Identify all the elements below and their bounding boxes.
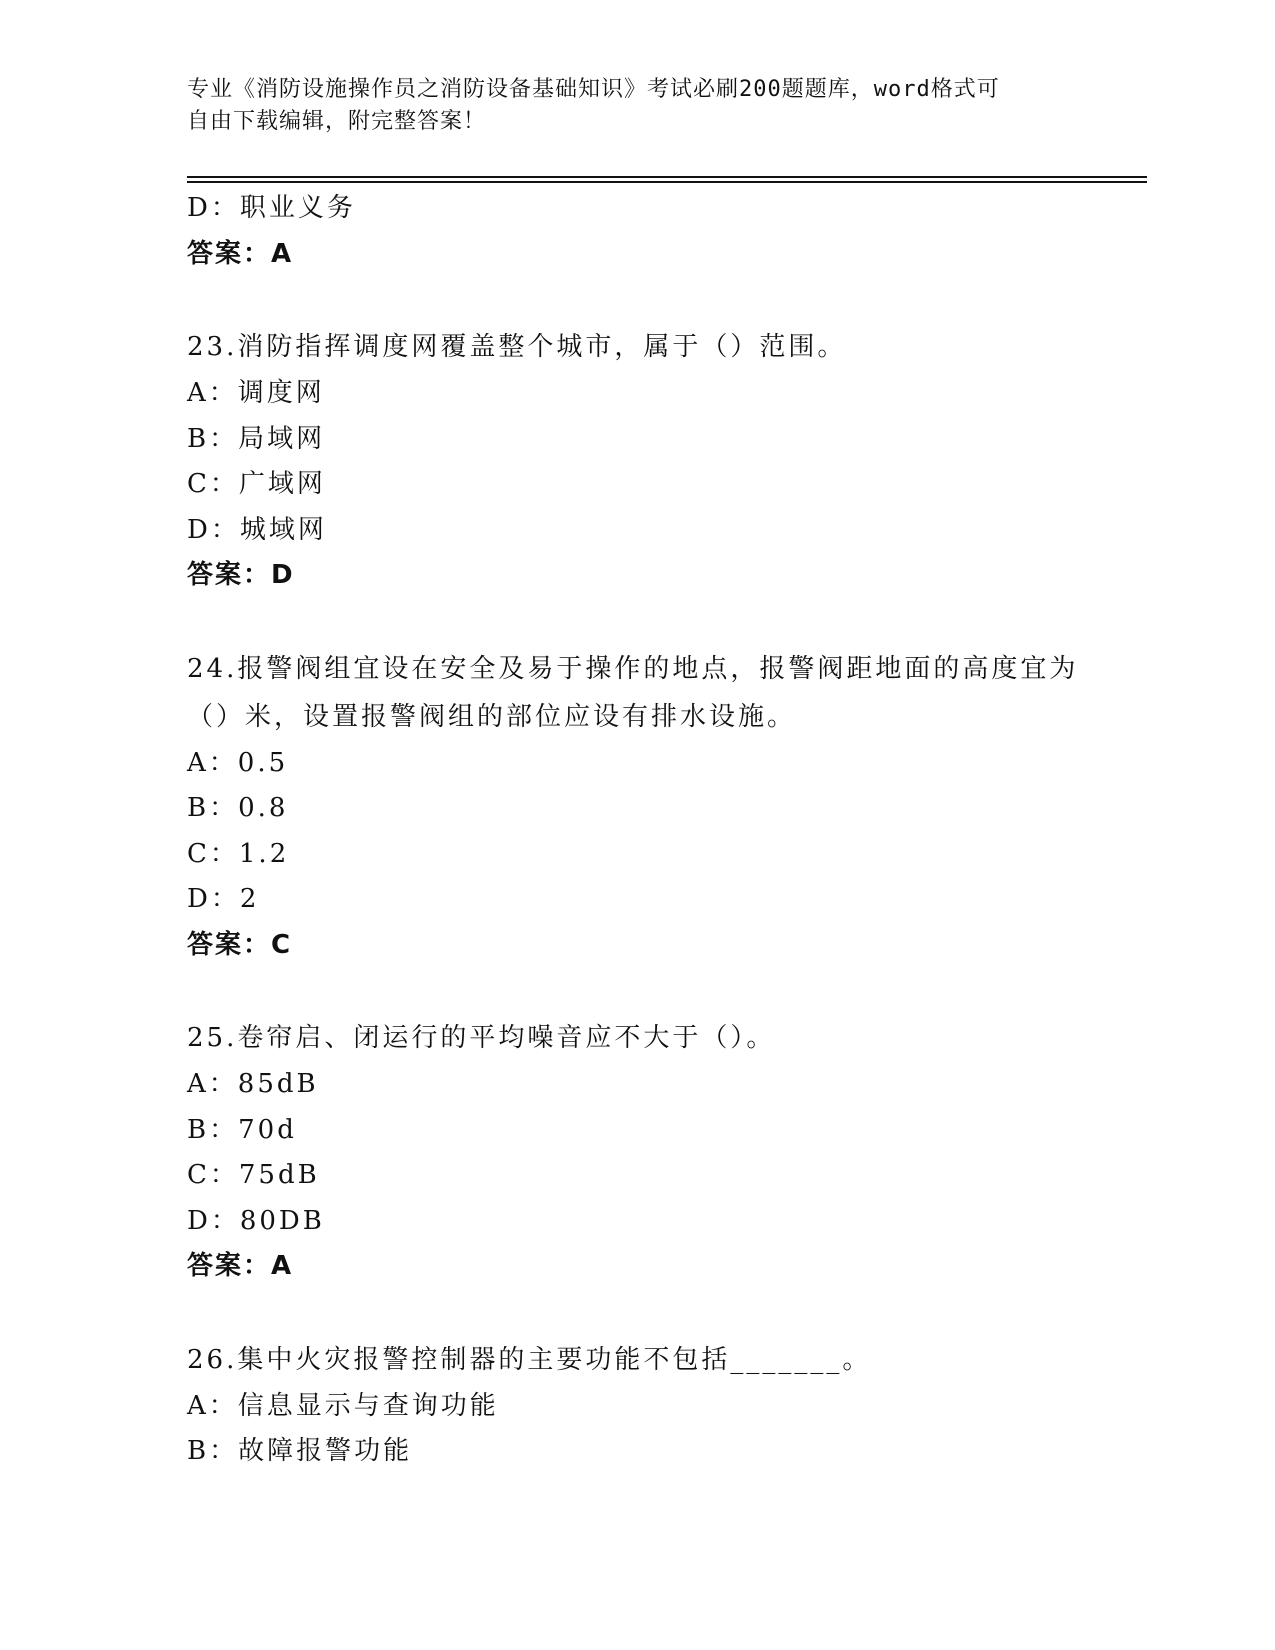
question-26	[187, 1336, 1087, 1475]
option-a: A：0.5	[187, 747, 289, 778]
option-d: D：城域网	[187, 514, 327, 545]
question-stem: 24.报警阀组宜设在安全及易于操作的地点，报警阀距地面的高度宜为（）米，设置报警阀组的部位应设有排水设施。	[187, 653, 1079, 732]
header-divider-top	[187, 176, 1147, 178]
option-c: C：广域网	[187, 469, 326, 499]
question-stem: 25.卷帘启、闭运行的平均噪音应不大于（）。	[187, 1023, 776, 1053]
option-d: D：职业义务	[187, 193, 356, 223]
question-list	[187, 186, 1087, 1475]
document-header	[187, 74, 1067, 138]
spacer	[187, 277, 1087, 323]
answer: 答案：A	[187, 1251, 294, 1281]
question-24	[187, 645, 1087, 969]
option-c: C：1.2	[187, 838, 290, 869]
option-a: A：调度网	[187, 378, 325, 408]
option-b: B：70d	[187, 1114, 297, 1145]
option-b: B：故障报警功能	[187, 1436, 413, 1466]
answer: 答案：C	[187, 929, 293, 960]
question-stem: 23.消防指挥调度网覆盖整个城市，属于（）范围。	[187, 332, 847, 362]
option-b: B：局域网	[187, 423, 326, 454]
option-a: A：85dB	[187, 1069, 319, 1099]
header-line-1: 专业《消防设施操作员之消防设备基础知识》考试必刷200题题库，word格式可	[187, 77, 1000, 102]
header-divider-bottom	[187, 181, 1147, 183]
spacer	[187, 968, 1087, 1014]
option-d: D：80DB	[187, 1205, 325, 1236]
question-25	[187, 1014, 1087, 1290]
answer: 答案：D	[187, 560, 295, 590]
option-a: A：信息显示与查询功能	[187, 1390, 499, 1421]
option-c: C：75dB	[187, 1160, 320, 1190]
question-23	[187, 323, 1087, 599]
header-line-2: 自由下载编辑，附完整答案！	[187, 109, 487, 134]
option-b: B：0.8	[187, 793, 289, 823]
question-stem: 26.集中火灾报警控制器的主要功能不包括_______。	[187, 1344, 872, 1375]
spacer	[187, 1290, 1087, 1336]
option-d: D：2	[187, 884, 260, 914]
spacer	[187, 599, 1087, 645]
answer: 答案：A	[187, 238, 294, 269]
